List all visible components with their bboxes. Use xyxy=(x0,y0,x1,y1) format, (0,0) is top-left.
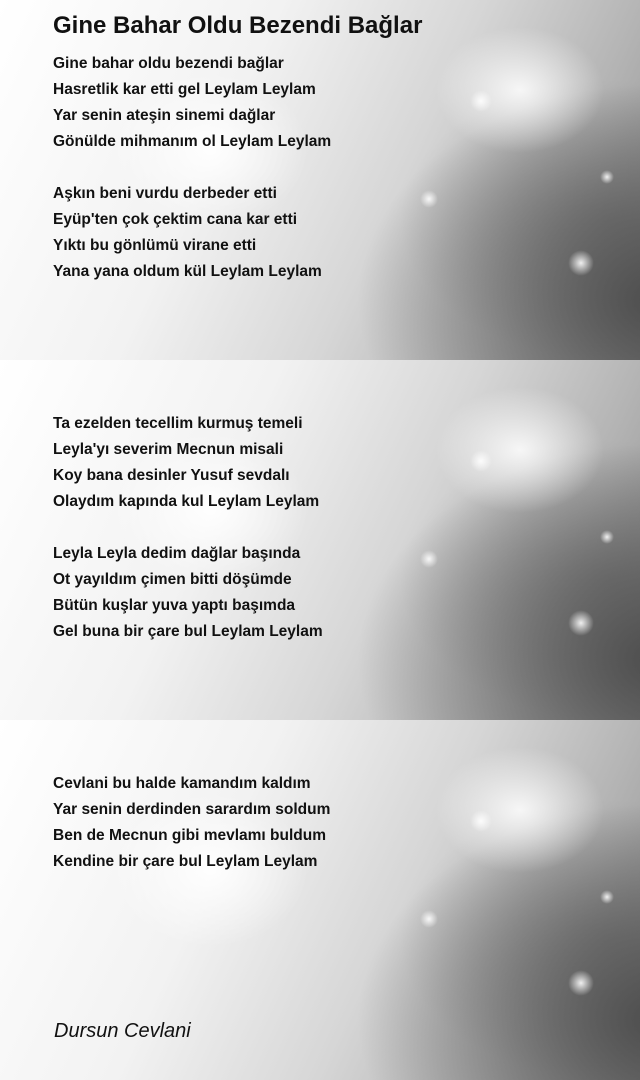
stanza-4 xyxy=(53,541,323,645)
poem-line: Yıktı bu gönlümü virane etti xyxy=(53,237,257,254)
sparkle-decoration xyxy=(600,890,614,904)
sparkle-decoration xyxy=(470,90,492,112)
sparkle-decoration xyxy=(470,450,492,472)
poem-line: Cevlani bu halde kamandım kaldım xyxy=(53,775,311,792)
poem-panel-3 xyxy=(0,720,640,1080)
poem-panel-1 xyxy=(0,0,640,360)
sparkle-decoration xyxy=(568,250,594,276)
poem-line: Bütün kuşlar yuva yaptı başımda xyxy=(53,597,296,614)
sparkle-decoration xyxy=(470,810,492,832)
stanza-2 xyxy=(53,181,322,285)
poem-line: Yana yana oldum kül Leylam Leylam xyxy=(53,263,322,280)
poem-title: Gine Bahar Oldu Bezendi Bağlar xyxy=(53,12,423,39)
poem-line: Leyla'yı severim Mecnun misali xyxy=(53,441,284,458)
sparkle-decoration xyxy=(600,170,614,184)
poem-line: Koy bana desinler Yusuf sevdalı xyxy=(53,467,290,484)
poem-author: Dursun Cevlani xyxy=(54,1020,191,1042)
poem-line: Leyla Leyla dedim dağlar başında xyxy=(53,545,301,562)
stanza-3 xyxy=(53,411,319,515)
poem-line: Kendine bir çare bul Leylam Leylam xyxy=(53,853,318,870)
poem-line: Gönülde mihmanım ol Leylam Leylam xyxy=(53,133,332,150)
stanza-1 xyxy=(53,51,331,155)
sparkle-decoration xyxy=(420,550,438,568)
sparkle-decoration xyxy=(420,910,438,928)
poem-line: Yar senin ateşin sinemi dağlar xyxy=(53,107,276,124)
poem-line: Ben de Mecnun gibi mevlamı buldum xyxy=(53,827,327,844)
poem-line: Gine bahar oldu bezendi bağlar xyxy=(53,55,284,72)
poem-line: Olaydım kapında kul Leylam Leylam xyxy=(53,493,320,510)
poem-line: Yar senin derdinden sarardım soldum xyxy=(53,801,331,818)
poem-line: Gel buna bir çare bul Leylam Leylam xyxy=(53,623,323,640)
stanza-5 xyxy=(53,771,330,875)
poem-line: Hasretlik kar etti gel Leylam Leylam xyxy=(53,81,316,98)
poem-line: Eyüp'ten çok çektim cana kar etti xyxy=(53,211,298,228)
sparkle-decoration xyxy=(420,190,438,208)
poem-line: Ta ezelden tecellim kurmuş temeli xyxy=(53,415,303,432)
sparkle-decoration xyxy=(568,610,594,636)
sparkle-decoration xyxy=(568,970,594,996)
poem-line: Aşkın beni vurdu derbeder etti xyxy=(53,185,277,202)
sparkle-decoration xyxy=(600,530,614,544)
poem-panel-2 xyxy=(0,360,640,720)
poem-line: Ot yayıldım çimen bitti döşümde xyxy=(53,571,292,588)
